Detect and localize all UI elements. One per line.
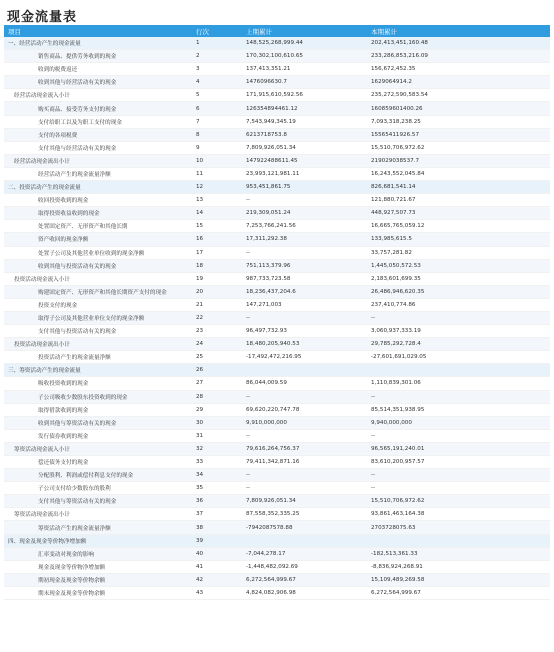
row-curr-value: -- — [371, 472, 376, 479]
row-line: 30 — [196, 419, 204, 426]
row-prev-value: -7942087578.88 — [246, 524, 293, 531]
row-curr-value: 33,757,281.82 — [371, 249, 412, 256]
row-curr-value: -- — [371, 315, 376, 322]
row-line: 40 — [196, 550, 204, 557]
row-line: 21 — [196, 301, 204, 308]
row-item: 投资活动现金流入小计 — [14, 276, 70, 283]
row-curr-value: 16,243,552,045.84 — [371, 170, 425, 177]
table-row — [4, 377, 550, 390]
row-prev-value: 7,809,926,051.34 — [246, 498, 296, 505]
row-item: 收到其他与筹资活动有关的现金 — [38, 420, 117, 427]
row-line: 5 — [196, 92, 200, 99]
row-prev-value: -- — [246, 485, 251, 492]
row-prev-value: 9,910,000,000 — [246, 419, 287, 426]
row-item: 四、现金及现金等价物净增加额 — [8, 538, 87, 545]
row-line: 28 — [196, 393, 204, 400]
table-row — [4, 443, 550, 456]
row-curr-value: 233,286,853,216.09 — [371, 53, 428, 60]
table-row — [4, 469, 550, 482]
table-row — [4, 325, 550, 338]
row-prev-value: 987,733,723.58 — [246, 275, 291, 282]
row-prev-value: 23,993,121,981.11 — [246, 170, 300, 177]
table-row — [4, 535, 550, 548]
row-line: 42 — [196, 576, 204, 583]
row-curr-value: 121,880,721.67 — [371, 197, 416, 204]
row-line: 23 — [196, 328, 204, 335]
row-line: 31 — [196, 432, 204, 439]
row-line: 10 — [196, 157, 204, 164]
row-curr-value: -8,836,924,268.91 — [371, 563, 423, 570]
row-curr-value: 202,413,451,160.48 — [371, 40, 428, 47]
table-row — [4, 181, 550, 194]
row-item: 取得借款收到的现金 — [38, 407, 89, 414]
table-row — [4, 495, 550, 508]
table-row — [4, 338, 550, 351]
row-curr-value: 1,110,839,301.06 — [371, 380, 421, 387]
row-line: 25 — [196, 354, 204, 361]
table-row — [4, 168, 550, 181]
row-line: 7 — [196, 118, 200, 125]
row-prev-value: 6,272,564,999.67 — [246, 576, 296, 583]
row-prev-value: 7,253,766,241.56 — [246, 223, 296, 230]
table-row — [4, 89, 550, 102]
row-line: 35 — [196, 485, 204, 492]
row-item: 三、筹资活动产生的现金流量 — [8, 368, 81, 375]
table-row — [4, 116, 550, 129]
row-curr-value: 26,486,946,620.35 — [371, 288, 425, 295]
table-row — [4, 312, 550, 325]
row-prev-value: -- — [246, 472, 251, 479]
row-prev-value: -7,044,278.17 — [246, 550, 286, 557]
row-item: 筹资活动现金流出小计 — [14, 512, 70, 519]
table-row — [4, 286, 550, 299]
row-line: 6 — [196, 105, 200, 112]
cash-flow-table — [4, 25, 550, 600]
row-line: 2 — [196, 53, 200, 60]
row-item: 支付给职工以及为职工支付的现金 — [38, 119, 122, 126]
row-item: 经营活动现金流出小计 — [14, 158, 70, 165]
table-row — [4, 260, 550, 273]
row-curr-value: 2703728075.63 — [371, 524, 416, 531]
row-line: 41 — [196, 563, 204, 570]
row-item: 收到其他与经营活动有关的现金 — [38, 80, 117, 87]
row-line: 14 — [196, 210, 204, 217]
row-line: 16 — [196, 236, 204, 243]
row-item: 汇率变动对现金的影响 — [38, 551, 94, 558]
table-row — [4, 299, 550, 312]
table-row — [4, 102, 550, 115]
row-prev-value: -- — [246, 393, 251, 400]
row-prev-value: -- — [246, 315, 251, 322]
row-prev-value: 69,620,220,747.78 — [246, 406, 300, 413]
row-curr-value: 15,510,706,972.62 — [371, 498, 425, 505]
table-row — [4, 521, 550, 534]
row-item: 购建固定资产、无形资产和其他长期资产支付的现金 — [38, 289, 167, 296]
row-curr-value: 826,681,541.14 — [371, 184, 416, 191]
table-row — [4, 482, 550, 495]
table-row — [4, 574, 550, 587]
row-line: 34 — [196, 472, 204, 479]
row-item: 子公司支付给少数股东的股利 — [38, 486, 111, 493]
row-prev-value: -- — [246, 249, 251, 256]
row-item: 处置子公司及其他营业单位收到的现金净额 — [38, 250, 145, 257]
row-line: 17 — [196, 249, 204, 256]
row-item: 一、经营活动产生的现金流量 — [8, 41, 81, 48]
row-curr-value: 237,410,774.86 — [371, 301, 416, 308]
row-item: 销售商品、提供劳务收到的现金 — [38, 54, 117, 61]
row-item: 偿还债务支付的现金 — [38, 460, 89, 467]
row-prev-value: -17,492,472,216.95 — [246, 354, 302, 361]
row-curr-value: 96,565,191,240.01 — [371, 445, 425, 452]
table-header — [4, 25, 550, 37]
row-prev-value: 751,113,379.96 — [246, 262, 291, 269]
row-line: 18 — [196, 262, 204, 269]
row-curr-value: 29,785,292,728.4 — [371, 341, 421, 348]
table-row — [4, 364, 550, 377]
row-prev-value: 147922488611.45 — [246, 157, 298, 164]
row-curr-value: 219029038537.7 — [371, 157, 420, 164]
column-header-prev: 上期累计 — [246, 27, 272, 36]
row-item: 购买商品、接受劳务支付的现金 — [38, 106, 117, 113]
row-line: 19 — [196, 275, 204, 282]
row-item: 筹资活动产生的现金流量净额 — [38, 525, 111, 532]
row-prev-value: 137,413,351.21 — [246, 66, 291, 73]
row-line: 24 — [196, 341, 204, 348]
row-line: 20 — [196, 288, 204, 295]
row-prev-value: 96,497,732.93 — [246, 328, 287, 335]
row-prev-value: 171,915,610,592.56 — [246, 92, 303, 99]
column-header-item: 项目 — [8, 27, 21, 36]
table-row — [4, 548, 550, 561]
table-row — [4, 391, 550, 404]
column-header-curr: 本期累计 — [371, 27, 397, 36]
row-item: 处置固定资产、无形资产和其他长期 — [38, 224, 128, 231]
row-prev-value: 148,525,268,999.44 — [246, 40, 303, 47]
row-item: 筹资活动现金流入小计 — [14, 446, 70, 453]
row-curr-value: 15,109,489,269.58 — [371, 576, 425, 583]
row-curr-value: 85,514,351,938.95 — [371, 406, 425, 413]
row-item: 资产收回的现金净额 — [38, 237, 89, 244]
row-prev-value: -1,448,482,092.69 — [246, 563, 298, 570]
row-item: 现金及现金等价物净增加额 — [38, 564, 106, 571]
row-prev-value: 86,044,009.59 — [246, 380, 287, 387]
row-curr-value: 7,093,318,238.25 — [371, 118, 421, 125]
row-prev-value: 18,480,205,940.53 — [246, 341, 300, 348]
row-curr-value: 93,861,463,164.38 — [371, 511, 425, 518]
table-row — [4, 207, 550, 220]
row-item: 经营活动现金流入小计 — [14, 93, 70, 100]
table-row — [4, 220, 550, 233]
table-body — [4, 37, 550, 600]
table-row — [4, 417, 550, 430]
row-item: 取得投资收益收到的现金 — [38, 211, 100, 218]
row-item: 投资支付的现金 — [38, 302, 78, 309]
table-row — [4, 247, 550, 260]
row-item: 投资活动产生的现金流量净额 — [38, 355, 111, 362]
row-item: 取得子公司及其他营业单位支付的现金净额 — [38, 316, 145, 323]
table-row — [4, 430, 550, 443]
row-line: 38 — [196, 524, 204, 531]
row-prev-value: 170,302,100,610.65 — [246, 53, 303, 60]
row-item: 收到的税费返还 — [38, 67, 78, 74]
table-row — [4, 129, 550, 142]
row-line: 37 — [196, 511, 204, 518]
row-prev-value: 79,411,342,871.16 — [246, 459, 300, 466]
row-line: 26 — [196, 367, 204, 374]
row-line: 11 — [196, 170, 204, 177]
row-line: 22 — [196, 315, 204, 322]
row-item: 期初现金及现金等价物余额 — [38, 577, 106, 584]
row-curr-value: 9,940,000,000 — [371, 419, 412, 426]
table-row — [4, 351, 550, 364]
row-prev-value: 87,558,352,335.25 — [246, 511, 300, 518]
row-prev-value: -- — [246, 197, 251, 204]
row-line: 36 — [196, 498, 204, 505]
row-item: 收回投资收到的现金 — [38, 198, 89, 205]
table-row — [4, 561, 550, 574]
row-item: 经营活动产生的现金流量净额 — [38, 171, 111, 178]
row-line: 15 — [196, 223, 204, 230]
table-row — [4, 233, 550, 246]
row-prev-value: 17,311,292.38 — [246, 236, 287, 243]
row-prev-value: 147,271,003 — [246, 301, 282, 308]
row-item: 支付的各项税费 — [38, 132, 78, 139]
row-prev-value: 7,809,926,051.34 — [246, 144, 296, 151]
row-item: 收到其他与投资活动有关的现金 — [38, 263, 117, 270]
row-curr-value: 235,272,590,583.54 — [371, 92, 428, 99]
row-item: 投资活动现金流出小计 — [14, 342, 70, 349]
row-line: 12 — [196, 184, 204, 191]
row-curr-value: 15,510,706,972.62 — [371, 144, 425, 151]
row-prev-value: 18,236,437,204.6 — [246, 288, 296, 295]
row-item: 发行债券收到的现金 — [38, 433, 89, 440]
table-row — [4, 142, 550, 155]
row-curr-value: 160859601400.26 — [371, 105, 423, 112]
row-curr-value: -- — [371, 393, 376, 400]
row-prev-value: 7,543,949,345.19 — [246, 118, 296, 125]
row-curr-value: 1,445,050,572.53 — [371, 262, 421, 269]
row-curr-value: 3,060,937,333.19 — [371, 328, 421, 335]
row-prev-value: 219,309,051.24 — [246, 210, 291, 217]
row-line: 32 — [196, 445, 204, 452]
row-line: 39 — [196, 537, 204, 544]
row-prev-value: -- — [246, 432, 251, 439]
table-row — [4, 63, 550, 76]
row-curr-value: -- — [371, 432, 376, 439]
row-item: 二、投资活动产生的现金流量 — [8, 185, 81, 192]
row-curr-value: 156,672,452.35 — [371, 66, 416, 73]
row-prev-value: 4,824,082,906.98 — [246, 589, 296, 596]
table-row — [4, 155, 550, 168]
row-line: 29 — [196, 406, 204, 413]
table-row — [4, 587, 550, 600]
row-item: 支付其他与投资活动有关的现金 — [38, 329, 117, 336]
row-line: 27 — [196, 380, 204, 387]
row-line: 4 — [196, 79, 200, 86]
row-item: 分配股利、利润或偿付利息支付的现金 — [38, 473, 134, 480]
table-row — [4, 37, 550, 50]
row-line: 33 — [196, 459, 204, 466]
row-curr-value: -27,601,691,029.05 — [371, 354, 427, 361]
row-curr-value: 83,610,200,957.57 — [371, 459, 425, 466]
table-row — [4, 456, 550, 469]
table-row — [4, 508, 550, 521]
row-prev-value: 126354894461.12 — [246, 105, 298, 112]
table-row — [4, 194, 550, 207]
table-row — [4, 404, 550, 417]
column-header-line: 行次 — [196, 27, 209, 36]
table-row — [4, 50, 550, 63]
row-curr-value: -182,513,361.33 — [371, 550, 418, 557]
row-item: 支付其他与经营活动有关的现金 — [38, 145, 117, 152]
row-curr-value: 1629064914.2 — [371, 79, 412, 86]
row-prev-value: 79,616,264,756.37 — [246, 445, 300, 452]
row-prev-value: 1476096630.7 — [246, 79, 287, 86]
row-prev-value: 6213718753.8 — [246, 131, 287, 138]
row-line: 13 — [196, 197, 204, 204]
row-line: 43 — [196, 589, 204, 596]
row-item: 子公司吸收少数股东投资收到的现金 — [38, 394, 128, 401]
table-row — [4, 76, 550, 89]
table-row — [4, 273, 550, 286]
row-curr-value: 16,665,765,059.12 — [371, 223, 425, 230]
row-curr-value: 15565411926.57 — [371, 131, 420, 138]
row-curr-value: 6,272,564,999.67 — [371, 589, 421, 596]
row-curr-value: 133,985,615.5 — [371, 236, 412, 243]
page-title: 现金流量表 — [7, 10, 78, 25]
row-item: 期末现金及现金等价物余额 — [38, 590, 106, 597]
row-curr-value: -- — [371, 485, 376, 492]
row-curr-value: 448,927,507.73 — [371, 210, 416, 217]
row-line: 3 — [196, 66, 200, 73]
row-item: 支付其他与筹资活动有关的现金 — [38, 499, 117, 506]
row-curr-value: 2,183,601,699.35 — [371, 275, 421, 282]
row-line: 1 — [196, 40, 200, 47]
row-prev-value: 953,451,861.75 — [246, 184, 291, 191]
row-item: 吸收投资收到的现金 — [38, 381, 89, 388]
row-line: 8 — [196, 131, 200, 138]
row-line: 9 — [196, 144, 200, 151]
